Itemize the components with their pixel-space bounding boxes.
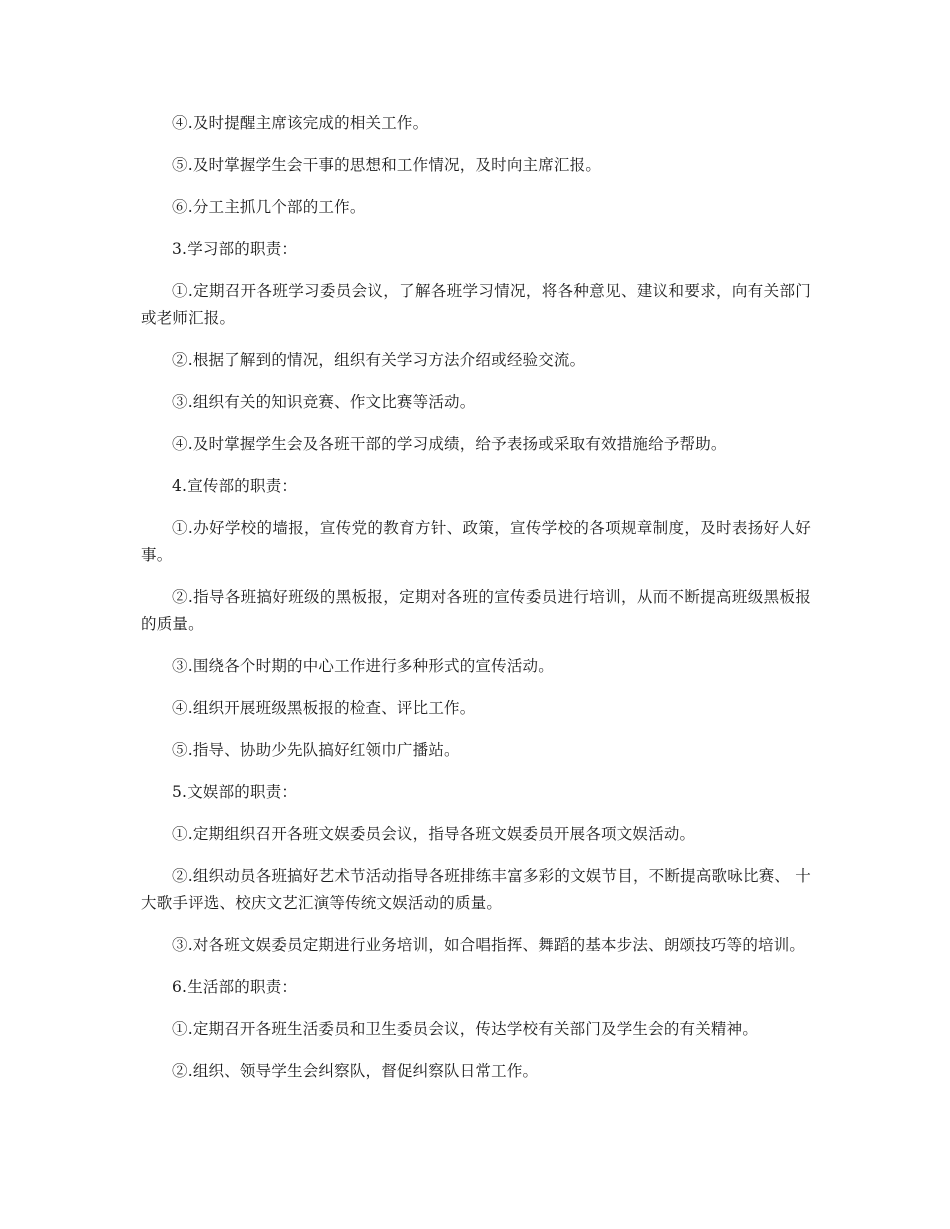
paragraph: ②.指导各班搞好班级的黑板报，定期对各班的宣传委员进行培训，从而不断提高班级黑板报的质量。: [141, 588, 811, 633]
paragraph: ②.组织动员各班搞好艺术节活动指导各班排练丰富多彩的文娱节目，不断提高歌咏比赛、 十大歌手评选、校庆文艺汇演等传统文娱活动的质量。: [141, 867, 811, 912]
paragraph: ①.定期召开各班学习委员会议，了解各班学习情况，将各种意见、建议和要求，向有关部门或老师汇报。: [141, 282, 811, 327]
paragraph: ①.定期召开各班生活委员和卫生委员会议，传达学校有关部门及学生会的有关精神。: [172, 1020, 759, 1038]
paragraph: ⑤.指导、协助少先队搞好红领巾广播站。: [172, 741, 460, 759]
paragraph: ①.办好学校的墙报，宣传党的教育方针、政策，宣传学校的各项规章制度，及时表扬好人好事。: [141, 519, 811, 564]
paragraph: ④.组织开展班级黑板报的检查、评比工作。: [172, 699, 476, 717]
paragraph: ③.围绕各个时期的中心工作进行多种形式的宣传活动。: [172, 657, 554, 675]
paragraph: ③.对各班文娱委员定期进行业务培训，如合唱指挥、舞蹈的基本步法、朗颂技巧等的培训。: [172, 936, 806, 954]
paragraph: ①.定期组织召开各班文娱委员会议，指导各班文娱委员开展各项文娱活动。: [172, 825, 696, 843]
section-heading: 6.生活部的职责：: [172, 978, 298, 996]
paragraph: ④.及时掌握学生会及各班干部的学习成绩，给予表扬或采取有效措施给予帮助。: [172, 435, 727, 453]
paragraph: ③.组织有关的知识竞赛、作文比赛等活动。: [172, 393, 476, 411]
section-heading: 3.学习部的职责：: [172, 240, 298, 258]
section-heading: 4.宣传部的职责：: [172, 477, 298, 495]
paragraph: ⑤.及时掌握学生会干事的思想和工作情况，及时向主席汇报。: [172, 156, 602, 174]
section-heading: 5.文娱部的职责：: [172, 783, 298, 801]
paragraph: ②.根据了解到的情况，组织有关学习方法介绍或经验交流。: [172, 351, 586, 369]
document-body: [141, 110, 811, 1100]
paragraph: ④.及时提醒主席该完成的相关工作。: [172, 114, 429, 132]
paragraph: ②.组织、领导学生会纠察队，督促纠察队日常工作。: [172, 1062, 539, 1080]
paragraph: ⑥.分工主抓几个部的工作。: [172, 198, 366, 216]
